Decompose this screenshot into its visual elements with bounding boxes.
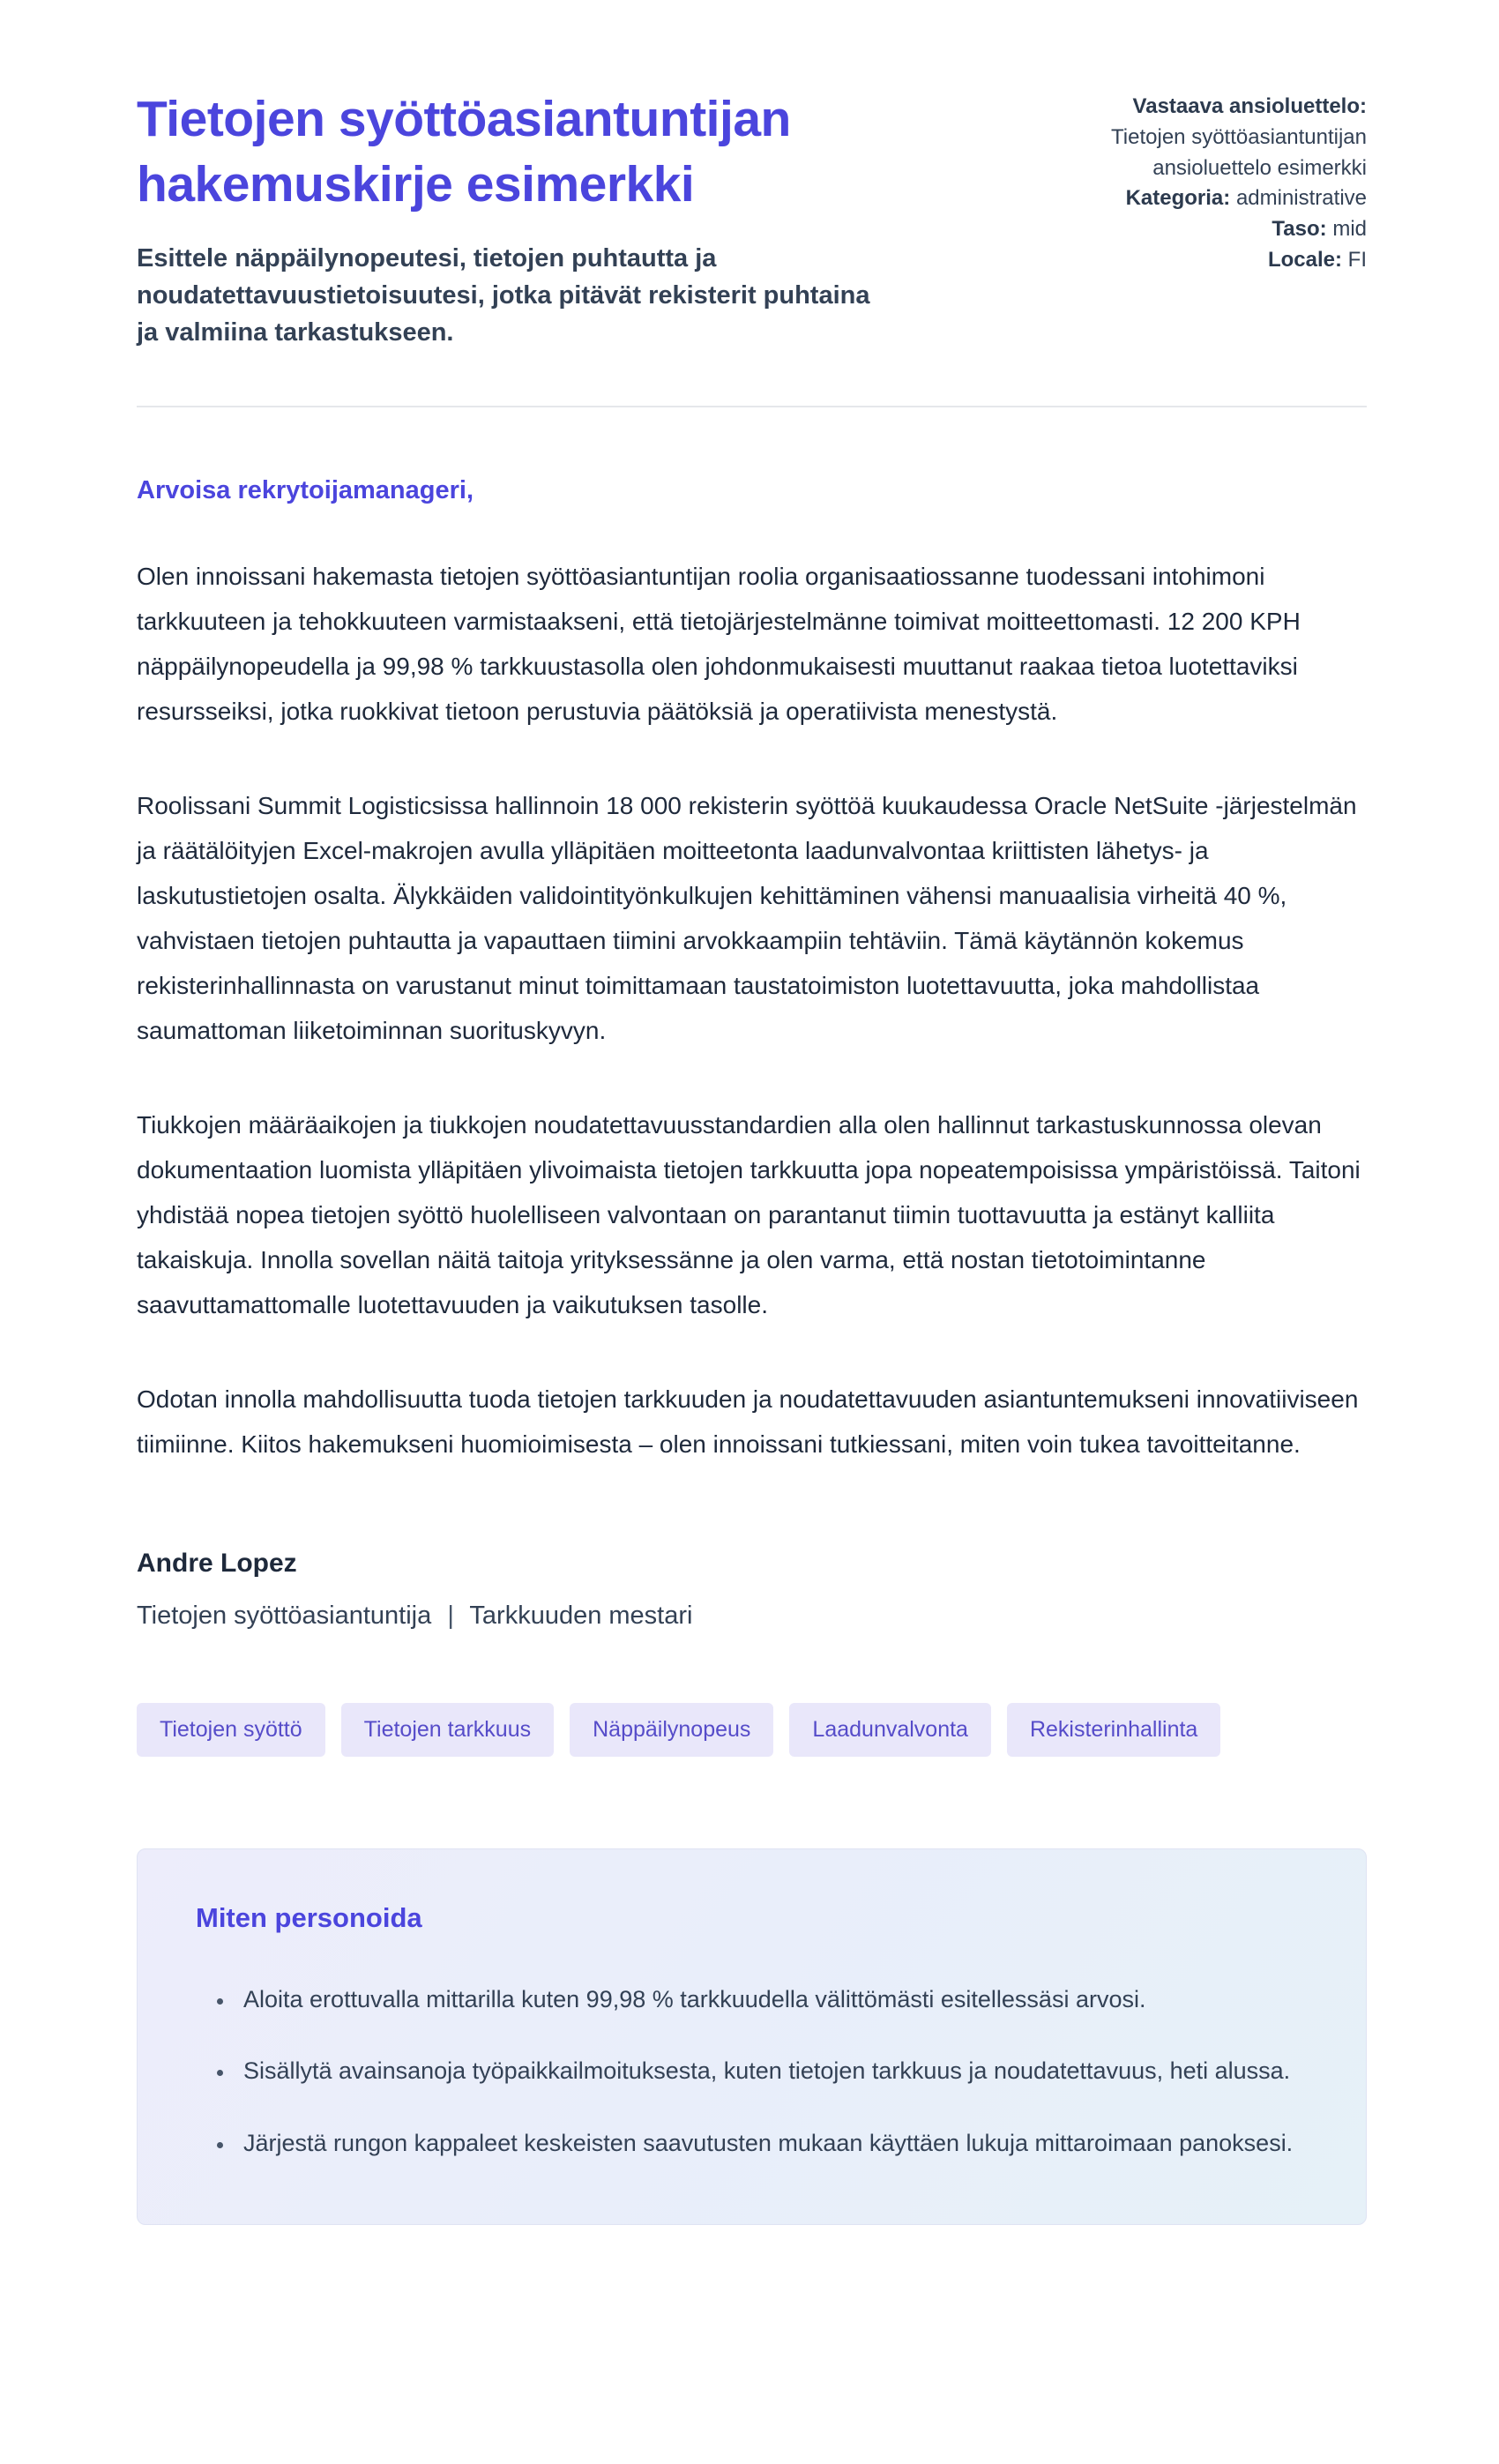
header-title-block [137, 86, 895, 351]
signature-name: Andre Lopez [137, 1548, 297, 1578]
meta-category-row [1076, 183, 1367, 214]
letter-paragraph-4: Odotan innolla mahdollisuutta tuoda tietojen tarkkuuden ja noudatettavuuden asiantuntemukseni innovatiiviseen tiimiinne. Kiitos hakemukseni huomioimisesta – olen innoissani tutkiessani, miten voin tukea tavoitteitanne. [137, 1385, 1359, 1458]
meta-locale-value: FI [1347, 247, 1367, 272]
tips-title: Miten personoida [196, 1901, 422, 1933]
letter-paragraph-3: Tiukkojen määräaikojen ja tiukkojen noudatettavuusstandardien alla olen hallinnut tarkastuskunnossa olevan dokumentaation luomista ylläpitäen ylivoimaista tietojen tarkkuutta jopa nopeatempoisissa ympäristöissä. Taitoni yhdistää nopea tietojen syöttö huolelliseen valvontaan on parantanut tiimin tuottavuutta ja estänyt kalliita takaiskuja. Innolla sovellan näitä taitoja yrityksessänne ja olen varma, että nostan tietotoimintanne saavuttamattomalle luotettavuuden ja vaikutuksen tasolle. [137, 1110, 1361, 1318]
tag-chip-typing-speed[interactable]: Näppäilynopeus [570, 1703, 773, 1757]
signature-separator: | [447, 1601, 454, 1630]
letter-paragraph-1: Olen innoissani hakemasta tietojen syöttöasiantuntijan roolia organisaatiossanne tuodessani intohimoni tarkkuuteen ja tehokkuuteen varmistaakseni, että tietojärjestelmänne toimivat moitteettomasti. 12 200 KPH näppäilynopeudella ja 99,98 % tarkkuustasolla olen johdonmukaisesti muuttanut raakaa tietoa luotettaviksi resursseiksi, jotka ruokkivat tietoon perustuvia päätöksiä ja operatiivista menestystä. [137, 563, 1301, 726]
tag-list [137, 1703, 1367, 1757]
meta-locale-row [1076, 245, 1367, 276]
letter-paragraph-2: Roolissani Summit Logisticsissa hallinnoin 18 000 rekisterin syöttöä kuukaudessa Oracle NetSuite -järjestelmän ja räätälöityjen Excel-makrojen avulla ylläpitäen moitteetonta laadunvalvontaa kriittisten lähetys- ja laskutustietojen osalta. Älykkäiden validointityönkulkujen kehittäminen vähensi manuaalisia virheitä 40 %, vahvistaen tietojen puhtautta ja vapauttaen tiimini arvokkaampiin tehtäviin. Tämä käytännön kokemus rekisterinhallinnasta on varustanut minut toimittamaan taustatoimiston luotettavuutta, joka mahdollistaa saumattoman liiketoiminnan suorituskyvyn. [137, 792, 1357, 1044]
header [137, 86, 1367, 351]
meta-locale-label: Locale: [1267, 247, 1342, 272]
divider [137, 406, 1367, 407]
meta-resume-value: Tietojen syöttöasiantuntijan ansioluettelo esimerkki [1111, 124, 1367, 180]
meta-resume-label: Vastaava ansioluettelo: [1132, 94, 1367, 118]
signature-role-line [137, 1602, 1367, 1631]
tag-chip-record-management[interactable]: Rekisterinhallinta [1007, 1703, 1220, 1757]
tag-chip-data-accuracy[interactable]: Tietojen tarkkuus [341, 1703, 554, 1757]
meta-category-value: administrative [1235, 186, 1367, 211]
greeting: Arvoisa rekrytoijamanageri, [137, 476, 474, 505]
tag-chip-quality-control[interactable]: Laadunvalvonta [789, 1703, 991, 1757]
meta-panel [1076, 86, 1367, 276]
meta-resume-row [1076, 92, 1367, 183]
meta-level-row [1076, 214, 1367, 245]
signature-role: Tietojen syöttöasiantuntija [137, 1601, 432, 1630]
tip-item-2: • Sisällytä avainsanoja työpaikkailmoituksesta, kuten tietojen tarkkuus ja noudatettavuus, heti alussa. [235, 2050, 1308, 2094]
tips-list [196, 1978, 1308, 2167]
signature-tagline: Tarkkuuden mestari [469, 1601, 693, 1630]
meta-level-label: Taso: [1272, 217, 1327, 242]
tips-box [137, 1848, 1367, 2226]
tag-chip-data-entry[interactable]: Tietojen syöttö [137, 1703, 325, 1757]
tip-item-3: • Järjestä rungon kappaleet keskeisten saavutusten mukaan käyttäen lukuja mittaroimaan panoksesi. [235, 2122, 1308, 2166]
page-subtitle: Esittele näppäilynopeutesi, tietojen puhtautta ja noudatettavuustietoisuutesi, jotka pitävät rekisterit puhtaina ja valmiina tarkastukseen. [137, 244, 870, 347]
page-title: Tietojen syöttöasiantuntijan hakemuskirje esimerkki [137, 91, 791, 213]
tip-item-1: • Aloita erottuvalla mittarilla kuten 99,98 % tarkkuudella välittömästi esitellessäsi arvosi. [235, 1978, 1308, 2022]
letter-body [137, 476, 1367, 1630]
meta-category-label: Kategoria: [1125, 186, 1231, 211]
meta-level-value: mid [1332, 217, 1367, 242]
